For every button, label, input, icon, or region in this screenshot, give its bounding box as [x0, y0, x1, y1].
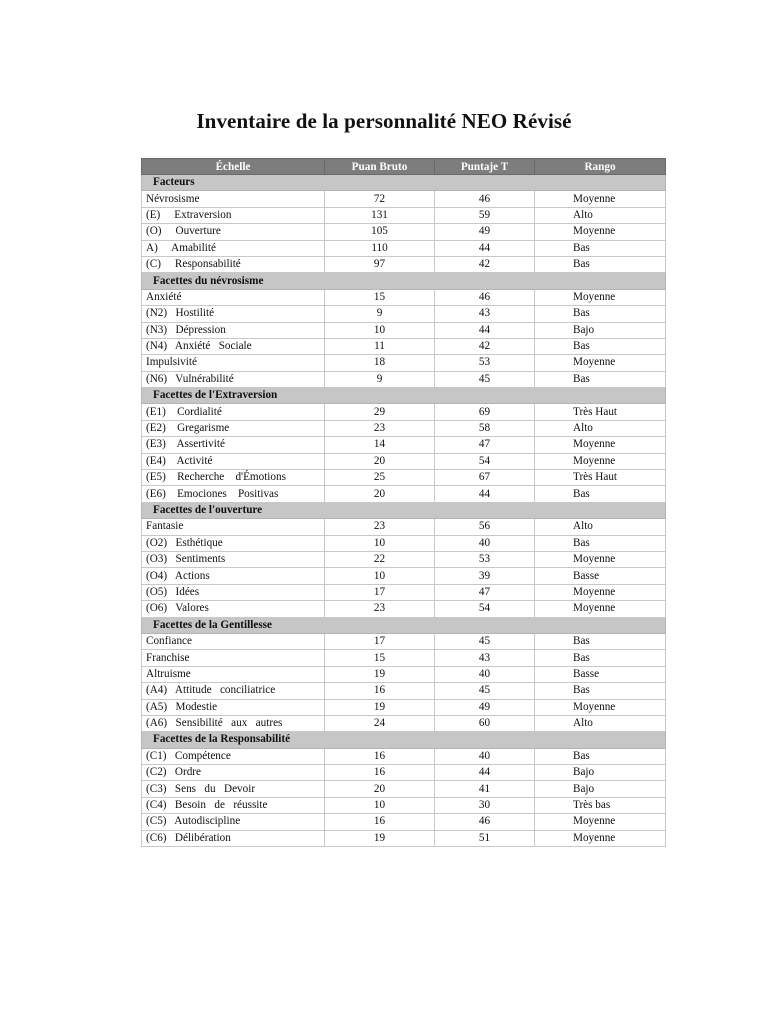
range-cell: Très Haut	[535, 404, 666, 420]
table-row	[142, 715, 666, 731]
table-row	[142, 797, 666, 813]
table-row	[142, 650, 666, 666]
table-row	[142, 371, 666, 387]
scale-cell: (A6) Sensibilité aux autres	[142, 715, 325, 731]
range-cell: Moyenne	[535, 191, 666, 207]
t-score-cell: 42	[435, 338, 535, 354]
scale-cell: A) Amabilité	[142, 240, 325, 256]
scale-cell: Impulsivité	[142, 355, 325, 371]
scale-cell: (O4) Actions	[142, 568, 325, 584]
table-row	[142, 338, 666, 354]
raw-score-cell: 10	[325, 797, 435, 813]
table-row	[142, 683, 666, 699]
table-row	[142, 289, 666, 305]
range-cell: Moyenne	[535, 453, 666, 469]
t-score-cell: 47	[435, 437, 535, 453]
table-row	[142, 240, 666, 256]
range-cell: Alto	[535, 519, 666, 535]
raw-score-cell: 19	[325, 666, 435, 682]
table-row	[142, 470, 666, 486]
scale-cell: (O6) Valores	[142, 601, 325, 617]
range-cell: Moyenne	[535, 551, 666, 567]
range-cell: Moyenne	[535, 699, 666, 715]
range-cell: Bas	[535, 240, 666, 256]
t-score-cell: 41	[435, 781, 535, 797]
raw-score-cell: 105	[325, 224, 435, 240]
raw-score-cell: 11	[325, 338, 435, 354]
t-score-cell: 45	[435, 633, 535, 649]
range-cell: Basse	[535, 666, 666, 682]
table-row	[142, 191, 666, 207]
table-row	[142, 748, 666, 764]
range-cell: Bas	[535, 748, 666, 764]
raw-score-cell: 23	[325, 420, 435, 436]
scale-cell: (C2) Ordre	[142, 765, 325, 781]
section-header-row	[142, 175, 666, 191]
t-score-cell: 51	[435, 830, 535, 846]
t-score-cell: 44	[435, 765, 535, 781]
t-score-cell: 43	[435, 306, 535, 322]
column-header-range: Rango	[535, 159, 666, 175]
section-title: Facettes de la Responsabilité	[142, 732, 666, 748]
scale-cell: (C) Responsabilité	[142, 256, 325, 272]
t-score-cell: 58	[435, 420, 535, 436]
raw-score-cell: 14	[325, 437, 435, 453]
range-cell: Bas	[535, 338, 666, 354]
scale-cell: (N2) Hostilité	[142, 306, 325, 322]
table-row	[142, 699, 666, 715]
table-row	[142, 830, 666, 846]
raw-score-cell: 15	[325, 289, 435, 305]
scale-cell: (A5) Modestie	[142, 699, 325, 715]
section-header-row	[142, 617, 666, 633]
t-score-cell: 44	[435, 486, 535, 502]
scale-cell: Altruisme	[142, 666, 325, 682]
scale-cell: (O5) Idées	[142, 584, 325, 600]
column-header-scale: Échelle	[142, 159, 325, 175]
raw-score-cell: 19	[325, 699, 435, 715]
raw-score-cell: 72	[325, 191, 435, 207]
column-header-raw-score: Puan Bruto	[325, 159, 435, 175]
raw-score-cell: 110	[325, 240, 435, 256]
table-row	[142, 437, 666, 453]
page-title: Inventaire de la personnalité NEO Révisé	[196, 109, 572, 133]
raw-score-cell: 10	[325, 322, 435, 338]
section-title: Facettes de l'Extraversion	[142, 388, 666, 404]
raw-score-cell: 18	[325, 355, 435, 371]
t-score-cell: 40	[435, 748, 535, 764]
range-cell: Moyenne	[535, 814, 666, 830]
section-title: Facteurs	[142, 175, 666, 191]
raw-score-cell: 97	[325, 256, 435, 272]
raw-score-cell: 10	[325, 535, 435, 551]
range-cell: Moyenne	[535, 289, 666, 305]
range-cell: Moyenne	[535, 830, 666, 846]
t-score-cell: 40	[435, 666, 535, 682]
table-row	[142, 207, 666, 223]
t-score-cell: 43	[435, 650, 535, 666]
raw-score-cell: 25	[325, 470, 435, 486]
raw-score-cell: 20	[325, 781, 435, 797]
raw-score-cell: 23	[325, 519, 435, 535]
table-row	[142, 781, 666, 797]
t-score-cell: 45	[435, 371, 535, 387]
table-row	[142, 568, 666, 584]
scale-cell: (O3) Sentiments	[142, 551, 325, 567]
range-cell: Moyenne	[535, 437, 666, 453]
raw-score-cell: 19	[325, 830, 435, 846]
scale-cell: (E) Extraversion	[142, 207, 325, 223]
t-score-cell: 40	[435, 535, 535, 551]
section-header-row	[142, 273, 666, 289]
t-score-cell: 46	[435, 191, 535, 207]
scale-cell: (C1) Compétence	[142, 748, 325, 764]
t-score-cell: 42	[435, 256, 535, 272]
range-cell: Alto	[535, 420, 666, 436]
scale-cell: (E1) Cordialité	[142, 404, 325, 420]
scale-cell: (O) Ouverture	[142, 224, 325, 240]
table-row	[142, 666, 666, 682]
table-row	[142, 601, 666, 617]
raw-score-cell: 20	[325, 453, 435, 469]
t-score-cell: 59	[435, 207, 535, 223]
raw-score-cell: 22	[325, 551, 435, 567]
t-score-cell: 67	[435, 470, 535, 486]
raw-score-cell: 9	[325, 371, 435, 387]
range-cell: Bas	[535, 306, 666, 322]
table-row	[142, 404, 666, 420]
range-cell: Alto	[535, 207, 666, 223]
t-score-cell: 47	[435, 584, 535, 600]
table-row	[142, 584, 666, 600]
table-row	[142, 765, 666, 781]
table-row	[142, 453, 666, 469]
raw-score-cell: 16	[325, 765, 435, 781]
section-header-row	[142, 388, 666, 404]
t-score-cell: 39	[435, 568, 535, 584]
t-score-cell: 46	[435, 814, 535, 830]
t-score-cell: 46	[435, 289, 535, 305]
raw-score-cell: 131	[325, 207, 435, 223]
table-row	[142, 256, 666, 272]
range-cell: Basse	[535, 568, 666, 584]
t-score-cell: 54	[435, 453, 535, 469]
section-header-row	[142, 732, 666, 748]
raw-score-cell: 16	[325, 814, 435, 830]
scale-cell: (N3) Dépression	[142, 322, 325, 338]
raw-score-cell: 23	[325, 601, 435, 617]
table-row	[142, 486, 666, 502]
table-row	[142, 355, 666, 371]
scale-cell: (C4) Besoin de réussite	[142, 797, 325, 813]
raw-score-cell: 10	[325, 568, 435, 584]
t-score-cell: 49	[435, 699, 535, 715]
range-cell: Bajo	[535, 781, 666, 797]
neo-score-table	[141, 158, 666, 847]
scale-cell: Fantasie	[142, 519, 325, 535]
section-title: Facettes du névrosisme	[142, 273, 666, 289]
table-row	[142, 420, 666, 436]
table-row	[142, 224, 666, 240]
raw-score-cell: 9	[325, 306, 435, 322]
range-cell: Moyenne	[535, 355, 666, 371]
scale-cell: Névrosisme	[142, 191, 325, 207]
t-score-cell: 49	[435, 224, 535, 240]
scale-cell: (C6) Délibération	[142, 830, 325, 846]
scale-cell: (A4) Attitude conciliatrice	[142, 683, 325, 699]
scale-cell: (N6) Vulnérabilité	[142, 371, 325, 387]
raw-score-cell: 24	[325, 715, 435, 731]
scale-cell: Franchise	[142, 650, 325, 666]
column-header-t-score: Puntaje T	[435, 159, 535, 175]
range-cell: Moyenne	[535, 584, 666, 600]
t-score-cell: 53	[435, 355, 535, 371]
scale-cell: (E3) Assertivité	[142, 437, 325, 453]
table-row	[142, 551, 666, 567]
scale-cell: (C5) Autodiscipline	[142, 814, 325, 830]
range-cell: Très bas	[535, 797, 666, 813]
raw-score-cell: 15	[325, 650, 435, 666]
table-row	[142, 322, 666, 338]
range-cell: Bas	[535, 256, 666, 272]
range-cell: Bas	[535, 535, 666, 551]
t-score-cell: 54	[435, 601, 535, 617]
section-title: Facettes de l'ouverture	[142, 502, 666, 518]
t-score-cell: 30	[435, 797, 535, 813]
range-cell: Bas	[535, 371, 666, 387]
raw-score-cell: 16	[325, 748, 435, 764]
table-row	[142, 519, 666, 535]
t-score-cell: 56	[435, 519, 535, 535]
scale-cell: Confiance	[142, 633, 325, 649]
raw-score-cell: 20	[325, 486, 435, 502]
scale-cell: (E4) Activité	[142, 453, 325, 469]
t-score-cell: 53	[435, 551, 535, 567]
section-header-row	[142, 502, 666, 518]
table-row	[142, 814, 666, 830]
raw-score-cell: 29	[325, 404, 435, 420]
scale-cell: (O2) Esthétique	[142, 535, 325, 551]
t-score-cell: 44	[435, 322, 535, 338]
range-cell: Bas	[535, 633, 666, 649]
range-cell: Bas	[535, 650, 666, 666]
range-cell: Bajo	[535, 322, 666, 338]
table-row	[142, 306, 666, 322]
scale-cell: (C3) Sens du Devoir	[142, 781, 325, 797]
range-cell: Bas	[535, 683, 666, 699]
scale-cell: (E5) Recherche d'Émotions	[142, 470, 325, 486]
range-cell: Moyenne	[535, 601, 666, 617]
raw-score-cell: 16	[325, 683, 435, 699]
t-score-cell: 69	[435, 404, 535, 420]
table-header-row	[142, 159, 666, 175]
section-title: Facettes de la Gentillesse	[142, 617, 666, 633]
t-score-cell: 60	[435, 715, 535, 731]
scale-cell: Anxiété	[142, 289, 325, 305]
t-score-cell: 45	[435, 683, 535, 699]
range-cell: Bajo	[535, 765, 666, 781]
range-cell: Moyenne	[535, 224, 666, 240]
table-row	[142, 535, 666, 551]
table-row	[142, 633, 666, 649]
scale-cell: (E6) Emociones Positivas	[142, 486, 325, 502]
t-score-cell: 44	[435, 240, 535, 256]
scale-cell: (N4) Anxiété Sociale	[142, 338, 325, 354]
raw-score-cell: 17	[325, 584, 435, 600]
range-cell: Alto	[535, 715, 666, 731]
range-cell: Bas	[535, 486, 666, 502]
raw-score-cell: 17	[325, 633, 435, 649]
scale-cell: (E2) Gregarisme	[142, 420, 325, 436]
range-cell: Très Haut	[535, 470, 666, 486]
